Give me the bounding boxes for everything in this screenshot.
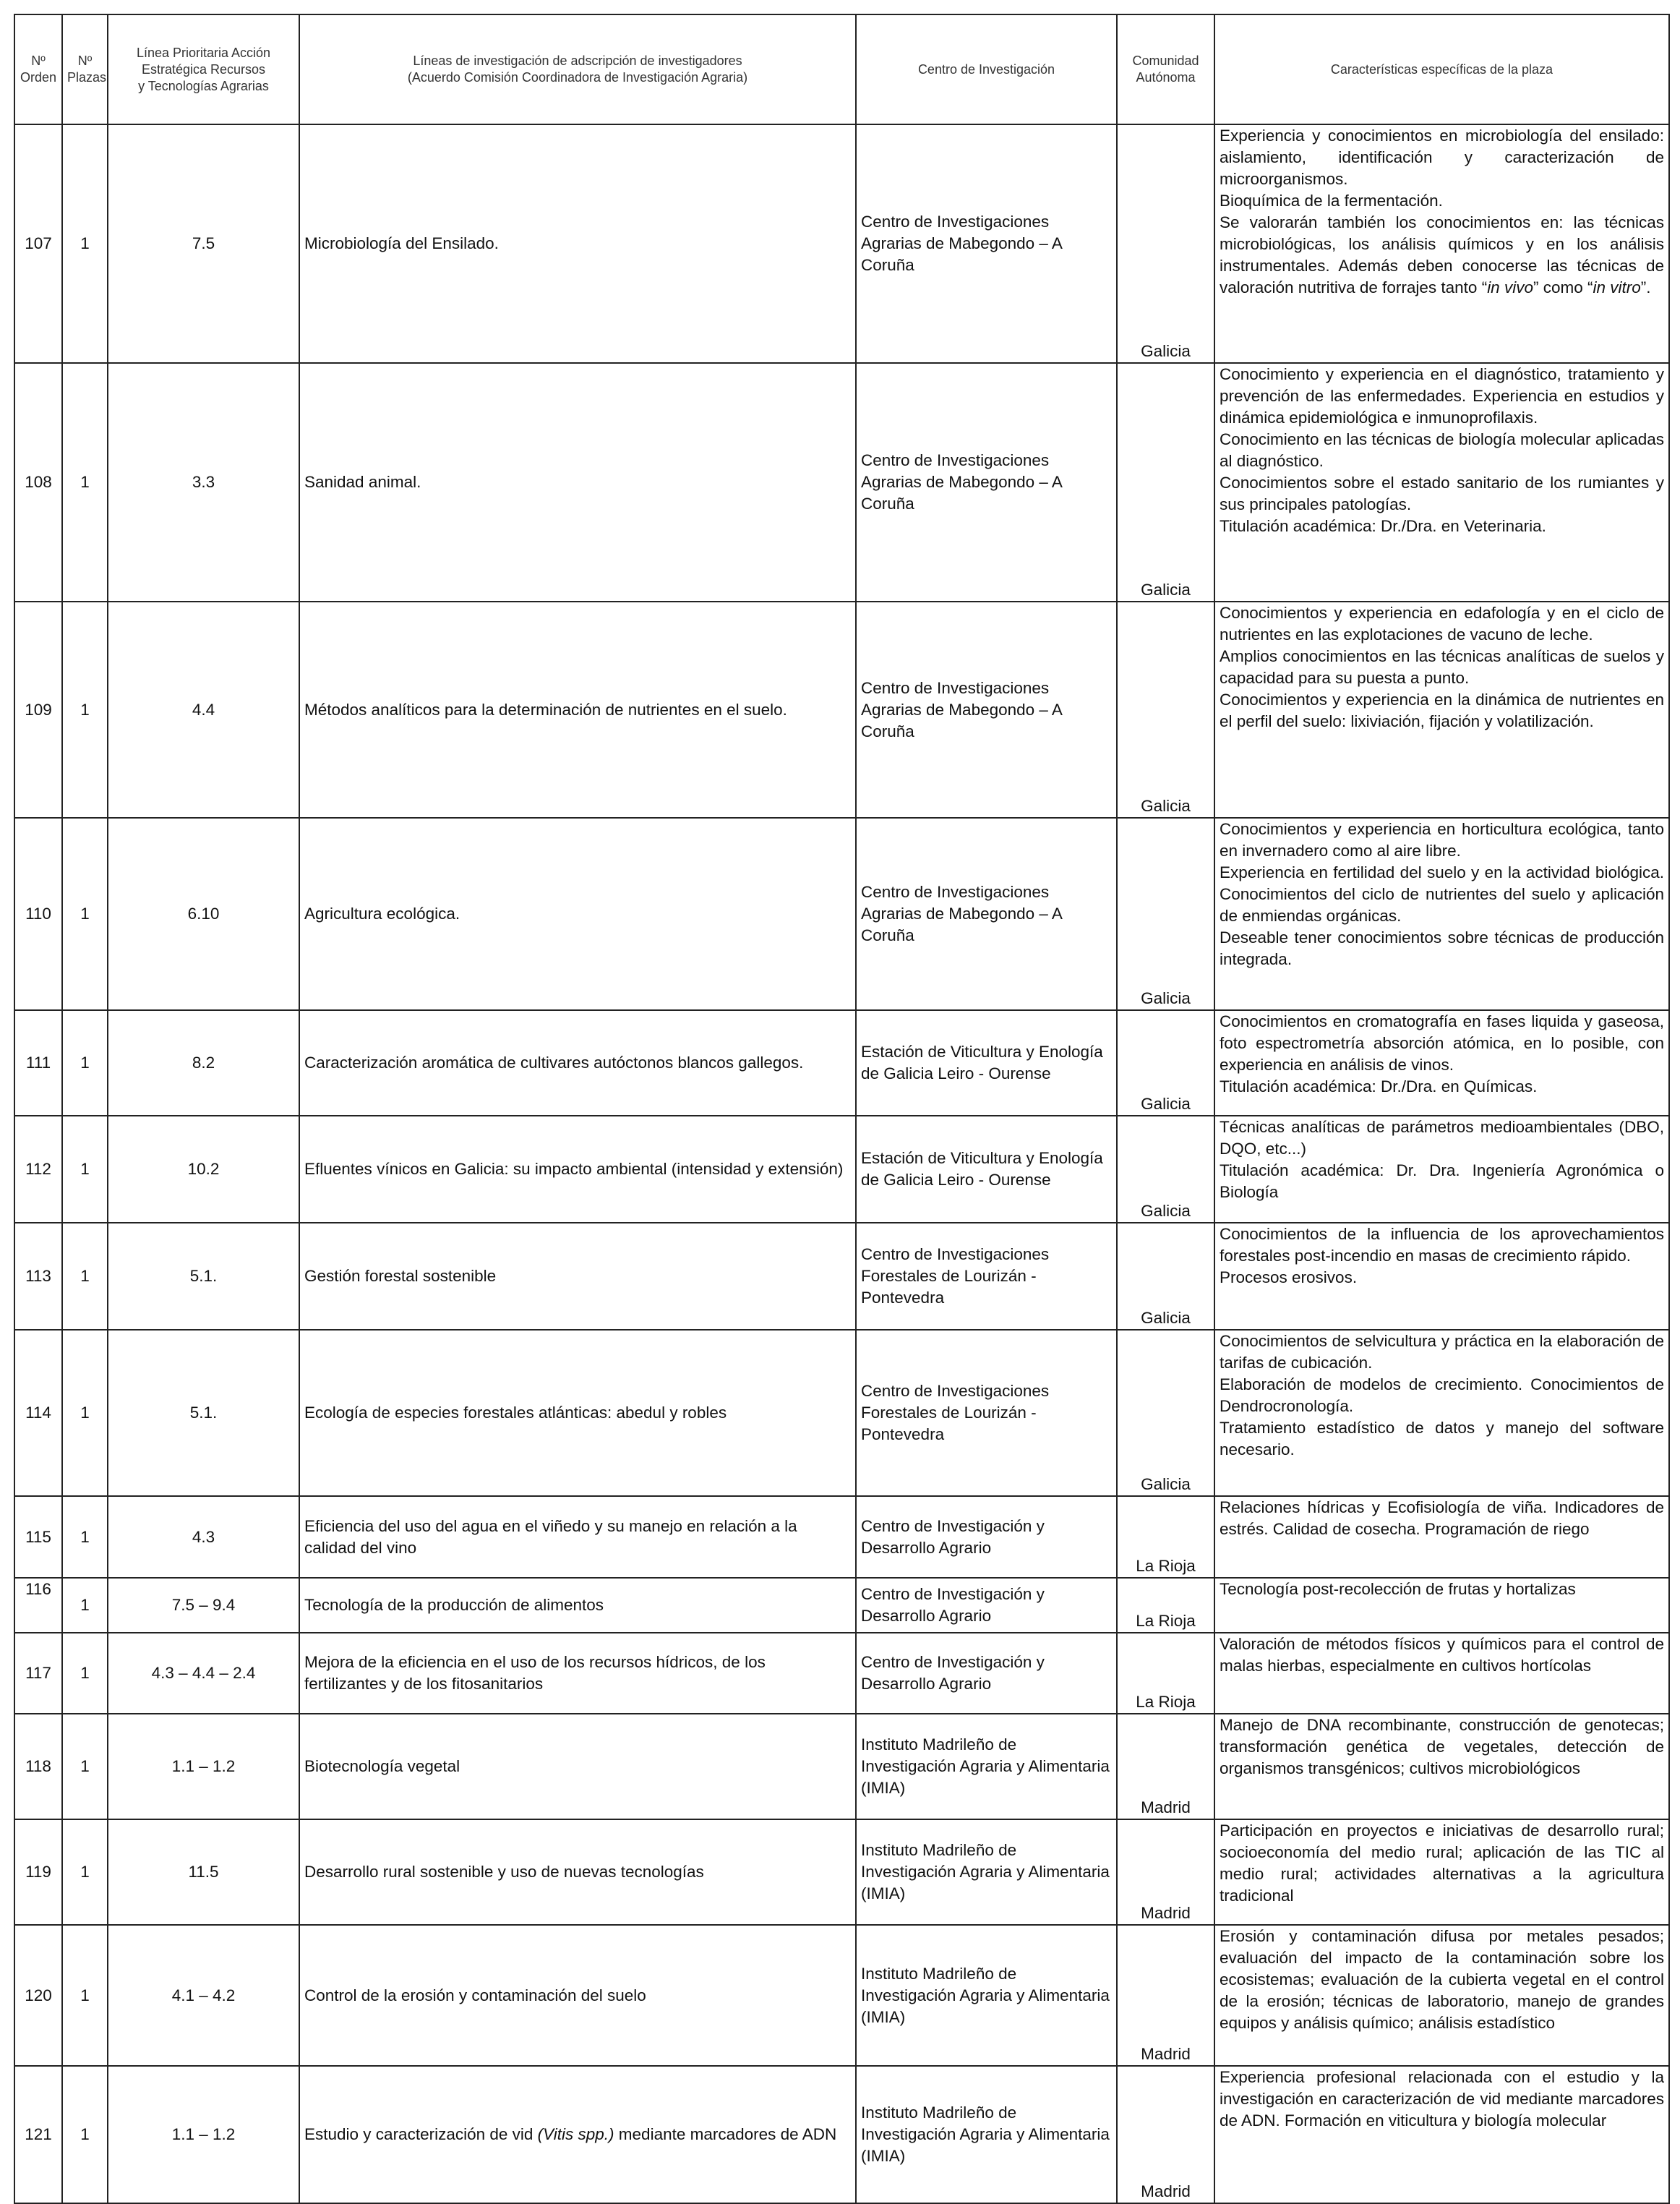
table-row [14,1714,1669,1819]
caracteristica-text: Procesos erosivos. [1220,1268,1358,1286]
caracteristicas-cell [1214,1578,1669,1633]
caracteristicas-cell [1214,818,1669,1010]
caracteristicas-cell [1214,1223,1669,1330]
header-orden: Nº Orden [14,14,62,124]
linea-cell: 6.10 [108,818,299,1010]
caracteristicas-cell [1214,1633,1669,1714]
caracteristica-text: Experiencia profesional relacionada con el estudio y la investigación en caracterización de vid mediante marcadores de ADN. Formación en viticultura y biología molecular [1220,2068,1664,2130]
linea-cell: 4.3 [108,1496,299,1578]
orden-cell: 114 [14,1330,62,1496]
comunidad-cell: Madrid [1117,1925,1214,2066]
linea-cell: 8.2 [108,1010,299,1116]
centro-cell: Estación de Viticultura y Enología de Galicia Leiro - Ourense [856,1010,1117,1116]
linea-cell: 7.5 [108,124,299,363]
linea-cell: 4.3 – 4.4 – 2.4 [108,1633,299,1714]
comunidad-cell: La Rioja [1117,1578,1214,1633]
linea-cell: 10.2 [108,1116,299,1223]
table-row [14,124,1669,363]
table-row [14,1578,1669,1633]
caracteristica-text: Conocimientos de selvicultura y práctica en la elaboración de tarifas de cubicación. [1220,1332,1664,1372]
investigacion-cell: Tecnología de la producción de alimentos [299,1578,856,1633]
investigacion-cell: Efluentes vínicos en Galicia: su impacto ambiental (intensidad y extensión) [299,1116,856,1223]
caracteristica-text: Conocimientos y experiencia en la dinámica de nutrientes en el perfil del suelo: lixiviación, fijación y volatilización. [1220,691,1664,730]
linea-cell: 5.1. [108,1223,299,1330]
caracteristica-text: Experiencia y conocimientos en microbiología del ensilado: aislamiento, identificación y caracterización de microorganismos. [1220,127,1664,188]
caracteristica-text: Bioquímica de la fermentación. [1220,192,1443,210]
linea-cell: 4.4 [108,602,299,818]
table-row [14,2066,1669,2203]
comunidad-cell: Madrid [1117,1714,1214,1819]
comunidad-cell: Galicia [1117,818,1214,1010]
plazas-cell: 1 [62,602,108,818]
caracteristicas-cell [1214,1714,1669,1819]
plazas-table [14,14,1670,2204]
header-centro: Centro de Investigación [856,14,1117,124]
plazas-cell: 1 [62,1714,108,1819]
header-lineas-investigacion: Líneas de investigación de adscripción de investigadores (Acuerdo Comisión Coordinadora de Investigación Agraria) [299,14,856,124]
caracteristica-text: Titulación académica: Dr./Dra. en Químicas. [1220,1077,1538,1095]
linea-cell: 3.3 [108,363,299,602]
investigacion-cell: Desarrollo rural sostenible y uso de nuevas tecnologías [299,1819,856,1925]
caracteristica-text: Tecnología post-recolección de frutas y hortalizas [1220,1580,1576,1598]
table-row [14,818,1669,1010]
investigacion-cell: Sanidad animal. [299,363,856,602]
linea-cell: 11.5 [108,1819,299,1925]
caracteristica-text: Tratamiento estadístico de datos y manejo del software necesario. [1220,1419,1664,1458]
caracteristicas-cell [1214,1925,1669,2066]
orden-cell: 110 [14,818,62,1010]
caracteristicas-cell [1214,363,1669,602]
caracteristica-text: Conocimientos y experiencia en edafología y en el ciclo de nutrientes en las explotaciones de vacuno de leche. [1220,604,1664,644]
caracteristica-text: Conocimientos de la influencia de los aprovechamientos forestales post-incendio en masas de crecimiento rápido. [1220,1225,1664,1265]
investigacion-cell: Biotecnología vegetal [299,1714,856,1819]
caracteristica-text: Conocimiento en las técnicas de biología molecular aplicadas al diagnóstico. [1220,430,1664,470]
table-row [14,1223,1669,1330]
orden-cell: 112 [14,1116,62,1223]
centro-cell: Estación de Viticultura y Enología de Galicia Leiro - Ourense [856,1116,1117,1223]
caracteristica-text: Relaciones hídricas y Ecofisiología de viña. Indicadores de estrés. Calidad de cosecha. Programación de riego [1220,1498,1664,1538]
comunidad-cell: Madrid [1117,2066,1214,2203]
investigacion-cell: Métodos analíticos para la determinación de nutrientes en el suelo. [299,602,856,818]
orden-cell: 120 [14,1925,62,2066]
caracteristica-text: Amplios conocimientos en las técnicas analíticas de suelos y capacidad para su puesta a punto. [1220,647,1664,687]
linea-cell: 5.1. [108,1330,299,1496]
caracteristica-text: Titulación académica: Dr./Dra. en Veterinaria. [1220,517,1546,535]
comunidad-cell: Madrid [1117,1819,1214,1925]
table-row [14,1925,1669,2066]
investigacion-cell: Mejora de la eficiencia en el uso de los recursos hídricos, de los fertilizantes y de los fitosanitarios [299,1633,856,1714]
plazas-cell: 1 [62,363,108,602]
centro-cell: Instituto Madrileño de Investigación Agraria y Alimentaria (IMIA) [856,2066,1117,2203]
comunidad-cell: Galicia [1117,1116,1214,1223]
centro-cell: Centro de Investigación y Desarrollo Agrario [856,1578,1117,1633]
comunidad-cell: Galicia [1117,1223,1214,1330]
header-plazas: Nº Plazas [62,14,108,124]
investigacion-cell: Microbiología del Ensilado. [299,124,856,363]
plazas-cell: 1 [62,1819,108,1925]
comunidad-cell: Galicia [1117,124,1214,363]
orden-cell: 116 [14,1578,62,1633]
header-row [14,14,1669,124]
plazas-cell: 1 [62,124,108,363]
investigacion-cell: Ecología de especies forestales atlánticas: abedul y robles [299,1330,856,1496]
plazas-cell: 1 [62,1330,108,1496]
table-row [14,602,1669,818]
plazas-cell: 1 [62,1633,108,1714]
caracteristica-text: Experiencia en fertilidad del suelo y en la actividad biológica. Conocimientos del ciclo de nutrientes del suelo y aplicación de enmiendas orgánicas. [1220,863,1664,925]
centro-cell: Centro de Investigaciones Agrarias de Mabegondo – A Coruña [856,602,1117,818]
orden-cell: 109 [14,602,62,818]
orden-cell: 111 [14,1010,62,1116]
header-linea: Línea Prioritaria Acción Estratégica Recursos y Tecnologías Agrarias [108,14,299,124]
investigacion-cell: Caracterización aromática de cultivares autóctonos blancos gallegos. [299,1010,856,1116]
caracteristicas-cell [1214,124,1669,363]
caracteristicas-cell [1214,1330,1669,1496]
caracteristicas-cell [1214,1819,1669,1925]
table-row [14,363,1669,602]
comunidad-cell: La Rioja [1117,1633,1214,1714]
caracteristica-text: Conocimientos sobre el estado sanitario de los rumiantes y sus principales patologías. [1220,474,1664,513]
header-caracteristicas: Características específicas de la plaza [1214,14,1669,124]
centro-cell: Instituto Madrileño de Investigación Agraria y Alimentaria (IMIA) [856,1714,1117,1819]
centro-cell: Centro de Investigaciones Agrarias de Mabegondo – A Coruña [856,818,1117,1010]
caracteristica-text: Se valorarán también los conocimientos en: las técnicas microbiológicas, los análisis químicos y en los análisis instrumentales. Además deben conocerse las técnicas de valoración nutritiva de forrajes tanto “in vivo” como “in vitro”. [1220,213,1664,296]
plazas-cell: 1 [62,818,108,1010]
caracteristicas-cell [1214,602,1669,818]
centro-cell: Centro de Investigaciones Agrarias de Mabegondo – A Coruña [856,363,1117,602]
centro-cell: Centro de Investigaciones Forestales de Lourizán - Pontevedra [856,1330,1117,1496]
plazas-cell: 1 [62,1223,108,1330]
caracteristica-text: Conocimientos en cromatografía en fases liquida y gaseosa, foto espectrometría absorción atómica, en lo posible, con experiencia en análisis de vinos. [1220,1012,1664,1074]
plazas-cell: 1 [62,1578,108,1633]
investigacion-cell: Eficiencia del uso del agua en el viñedo y su manejo en relación a la calidad del vino [299,1496,856,1578]
table-row [14,1010,1669,1116]
orden-cell: 113 [14,1223,62,1330]
orden-cell: 108 [14,363,62,602]
comunidad-cell: Galicia [1117,602,1214,818]
centro-cell: Centro de Investigaciones Forestales de Lourizán - Pontevedra [856,1223,1117,1330]
caracteristica-text: Titulación académica: Dr. Dra. Ingeniería Agronómica o Biología [1220,1161,1664,1201]
linea-cell: 7.5 – 9.4 [108,1578,299,1633]
caracteristica-text: Conocimiento y experiencia en el diagnóstico, tratamiento y prevención de las enfermedades. Experiencia en estudios y dinámica epidemiológica e inmunoprofilaxis. [1220,365,1664,427]
investigacion-cell: Estudio y caracterización de vid (Vitis spp.) mediante marcadores de ADN [299,2066,856,2203]
caracteristicas-cell [1214,1010,1669,1116]
caracteristica-text: Técnicas analíticas de parámetros medioambientales (DBO, DQO, etc...) [1220,1118,1664,1158]
plazas-cell: 1 [62,1116,108,1223]
centro-cell: Instituto Madrileño de Investigación Agraria y Alimentaria (IMIA) [856,1819,1117,1925]
comunidad-cell: Galicia [1117,363,1214,602]
orden-cell: 117 [14,1633,62,1714]
centro-cell: Centro de Investigación y Desarrollo Agrario [856,1633,1117,1714]
caracteristica-text: Elaboración de modelos de crecimiento. Conocimientos de Dendrocronología. [1220,1375,1664,1415]
linea-cell: 1.1 – 1.2 [108,2066,299,2203]
linea-cell: 1.1 – 1.2 [108,1714,299,1819]
caracteristica-text: Manejo de DNA recombinante, construcción de genotecas; transformación genética de vegetales, detección de organismos transgénicos; cultivos microbiológicos [1220,1716,1664,1777]
plazas-cell: 1 [62,1496,108,1578]
caracteristica-text: Conocimientos y experiencia en horticultura ecológica, tanto en invernadero como al aire libre. [1220,820,1664,860]
orden-cell: 119 [14,1819,62,1925]
table-row [14,1496,1669,1578]
orden-cell: 121 [14,2066,62,2203]
caracteristicas-cell [1214,2066,1669,2203]
centro-cell: Centro de Investigaciones Agrarias de Mabegondo – A Coruña [856,124,1117,363]
caracteristica-text: Erosión y contaminación difusa por metales pesados; evaluación del impacto de la contaminación sobre los ecosistemas; evaluación de la cubierta vegetal en el control de la erosión; técnicas de laboratorio, manejo de grandes equipos y análisis químico; análisis estadístico [1220,1927,1664,2032]
caracteristica-text: Deseable tener conocimientos sobre técnicas de producción integrada. [1220,928,1664,968]
orden-cell: 118 [14,1714,62,1819]
plazas-cell: 1 [62,1925,108,2066]
table-row [14,1633,1669,1714]
comunidad-cell: La Rioja [1117,1496,1214,1578]
table-row [14,1116,1669,1223]
investigacion-cell: Control de la erosión y contaminación del suelo [299,1925,856,2066]
caracteristicas-cell [1214,1496,1669,1578]
comunidad-cell: Galicia [1117,1010,1214,1116]
centro-cell: Centro de Investigación y Desarrollo Agrario [856,1496,1117,1578]
header-comunidad: Comunidad Autónoma [1117,14,1214,124]
table-row [14,1330,1669,1496]
orden-cell: 107 [14,124,62,363]
investigacion-cell: Gestión forestal sostenible [299,1223,856,1330]
centro-cell: Instituto Madrileño de Investigación Agraria y Alimentaria (IMIA) [856,1925,1117,2066]
table-row [14,1819,1669,1925]
caracteristica-text: Participación en proyectos e iniciativas de desarrollo rural; socioeconomía del medio rural; aplicación de las TIC al medio rural; actividades alternativas a la agricultura tradicional [1220,1821,1664,1905]
plazas-cell: 1 [62,2066,108,2203]
caracteristica-text: Valoración de métodos físicos y químicos para el control de malas hierbas, especialmente en cultivos hortícolas [1220,1635,1664,1675]
plazas-cell: 1 [62,1010,108,1116]
orden-cell: 115 [14,1496,62,1578]
comunidad-cell: Galicia [1117,1330,1214,1496]
caracteristicas-cell [1214,1116,1669,1223]
investigacion-cell: Agricultura ecológica. [299,818,856,1010]
linea-cell: 4.1 – 4.2 [108,1925,299,2066]
